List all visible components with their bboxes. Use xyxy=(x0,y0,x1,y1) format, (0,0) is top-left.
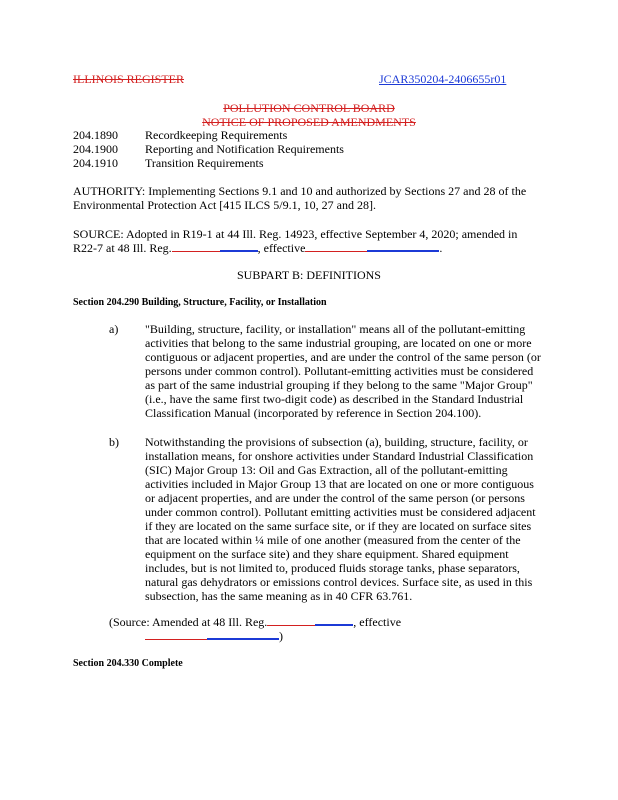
subsection-a-line: (i.e., have the same first two-digit code) as described in the Standard Industrial xyxy=(145,392,524,406)
subsection-a-line: "Building, structure, facility, or installation" means all of the pollutant-emitting xyxy=(145,322,526,336)
subsection-b-text xyxy=(145,435,585,603)
subsection-a-line: contiguous or adjacent properties, and are under the control of the same person (or xyxy=(145,350,541,364)
subsection-a-text xyxy=(145,322,585,420)
toc-num-3: 204.1910 xyxy=(73,156,118,170)
amended-source-line-1 xyxy=(109,615,401,629)
effective-blank-red xyxy=(305,242,367,252)
amended-source-close: ) xyxy=(279,629,283,643)
subsection-a-line: activities that belong to the same industrial grouping, are located on one or more xyxy=(145,336,532,350)
amended-effective-blank-blue[interactable] xyxy=(207,629,279,640)
subsection-b-line: natural gas dehydrators or emissions control devices. Surface site, as used in this xyxy=(145,575,533,589)
reg-blank-blue[interactable] xyxy=(220,241,258,252)
document-id-link[interactable]: JCAR350204-2406655r01 xyxy=(379,72,507,86)
subsection-b-line: installation means, for onshore activities under Standard Industrial Classification xyxy=(145,449,534,463)
toc-title-3: Transition Requirements xyxy=(145,156,264,170)
subsection-a-label: a) xyxy=(109,322,119,336)
subsection-a-line: persons under common control). Pollutant-emitting activities must be considered xyxy=(145,364,534,378)
subsection-b-line: includes, but is not limited to, produced fluids storage tanks, phase separators, xyxy=(145,561,520,575)
subsection-a-line: Classification Manual (incorporated by reference in Section 204.100). xyxy=(145,406,482,420)
subsection-b-label: b) xyxy=(109,435,119,449)
amended-source-citation: (Source: Amended at 48 Ill. Reg. xyxy=(109,615,268,629)
toc-num-1: 204.1890 xyxy=(73,128,118,142)
register-title: ILLINOIS REGISTER xyxy=(73,72,184,86)
amended-source-line-2 xyxy=(145,629,283,643)
source-citation: R22-7 at 48 Ill. Reg. xyxy=(73,241,172,255)
toc-title-2: Reporting and Notification Requirements xyxy=(145,142,344,156)
subsection-b-line: Notwithstanding the provisions of subsection (a), building, structure, facility, or xyxy=(145,435,528,449)
subsection-b-line: subsection, has the same meaning as in 40 CFR 63.761. xyxy=(145,589,413,603)
source-effective: , effective xyxy=(257,241,306,255)
section-heading-204-330: Section 204.330 Complete xyxy=(73,658,183,669)
subsection-b-line: equipment on the surface site) and they share equipment. Shared equipment xyxy=(145,547,509,561)
amended-reg-blank-blue[interactable] xyxy=(315,615,353,626)
toc-num-2: 204.1900 xyxy=(73,142,118,156)
amended-effective-blank-red xyxy=(145,630,207,640)
toc-title-1: Recordkeeping Requirements xyxy=(145,128,288,142)
amended-reg-blank-red xyxy=(267,616,315,626)
authority-line-2: Environmental Protection Act [415 ILCS 5/9.1, 10, 27 and 28]. xyxy=(73,198,376,212)
notice-title: NOTICE OF PROPOSED AMENDMENTS xyxy=(202,115,416,129)
effective-blank-blue[interactable] xyxy=(367,241,439,252)
section-heading-204-290: Section 204.290 Building, Structure, Facility, or Installation xyxy=(73,297,327,308)
source-line-2 xyxy=(73,241,442,255)
subsection-b-line: (SIC) Major Group 13: Oil and Gas Extraction, all of the pollutant-emitting xyxy=(145,463,508,477)
source-period: . xyxy=(439,241,443,255)
subsection-b-line: or adjacent properties, and are under the control of the same person (or persons xyxy=(145,491,525,505)
subsection-b-line: that are located within ¼ mile of one another (measured from the center of the xyxy=(145,533,521,547)
authority-line-1: AUTHORITY: Implementing Sections 9.1 and 10 and authorized by Sections 27 and 28 of the xyxy=(73,184,527,198)
subsection-b-line: activities included in Major Group 13 that are located on one or more contiguous xyxy=(145,477,534,491)
source-line-1: SOURCE: Adopted in R19-1 at 44 Ill. Reg. 14923, effective September 4, 2020; amended in xyxy=(73,227,518,241)
board-name: POLLUTION CONTROL BOARD xyxy=(223,101,395,115)
amended-source-effective: , effective xyxy=(353,615,402,629)
reg-blank-red xyxy=(172,242,220,252)
subsection-b-line: if they are located on the same surface site, or if they are located on surface sites xyxy=(145,519,532,533)
subpart-heading: SUBPART B: DEFINITIONS xyxy=(237,268,381,282)
subsection-b-line: under common control). Pollutant emitting activities must be considered adjacent xyxy=(145,505,536,519)
subsection-a-line: as part of the same industrial grouping if they belong to the same "Major Group" xyxy=(145,378,533,392)
